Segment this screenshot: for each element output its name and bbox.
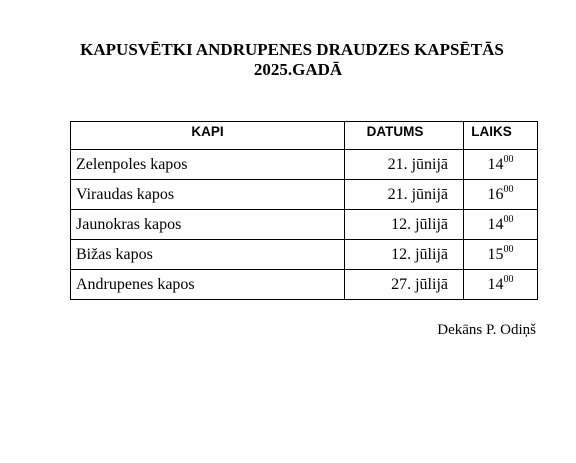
time-hour: 15 <box>487 245 504 263</box>
time-hour: 14 <box>487 215 504 233</box>
table-row <box>71 210 538 240</box>
cell-place: Bižas kapos <box>71 240 345 270</box>
header-place: KAPI <box>71 122 345 150</box>
cell-date: 21. jūnijā <box>345 180 464 210</box>
cell-place: Jaunokras kapos <box>71 210 345 240</box>
time-hour: 14 <box>487 155 504 173</box>
time-hour: 16 <box>487 185 504 203</box>
cell-time <box>464 210 538 240</box>
time-minutes: 00 <box>503 213 514 225</box>
title-line-2: 2025.GADĀ <box>253 60 343 79</box>
cell-time <box>464 240 538 270</box>
time-minutes: 00 <box>503 153 514 165</box>
time-minutes: 00 <box>503 243 514 255</box>
cell-date: 21. jūnijā <box>345 150 464 180</box>
time-minutes: 00 <box>503 273 514 285</box>
time-hour: 14 <box>487 275 504 293</box>
time-minutes: 00 <box>503 183 514 195</box>
document-title <box>0 40 576 80</box>
cell-time <box>464 180 538 210</box>
schedule-table <box>70 121 538 300</box>
cell-place: Viraudas kapos <box>71 180 345 210</box>
signature: Dekāns P. Odiņš <box>437 322 536 338</box>
title-line-1: KAPUSVĒTKI ANDRUPENES DRAUDZES KAPSĒTĀS <box>80 40 504 59</box>
cell-time <box>464 150 538 180</box>
cell-time <box>464 270 538 300</box>
header-date: DATUMS <box>345 122 464 150</box>
cell-place: Zelenpoles kapos <box>71 150 345 180</box>
cell-date: 27. jūlijā <box>345 270 464 300</box>
table-row <box>71 240 538 270</box>
table-header-row <box>71 122 538 150</box>
table-row <box>71 270 538 300</box>
header-time: LAIKS <box>464 122 538 150</box>
table-row <box>71 180 538 210</box>
table-row <box>71 150 538 180</box>
cell-place: Andrupenes kapos <box>71 270 345 300</box>
cell-date: 12. jūlijā <box>345 240 464 270</box>
cell-date: 12. jūlijā <box>345 210 464 240</box>
